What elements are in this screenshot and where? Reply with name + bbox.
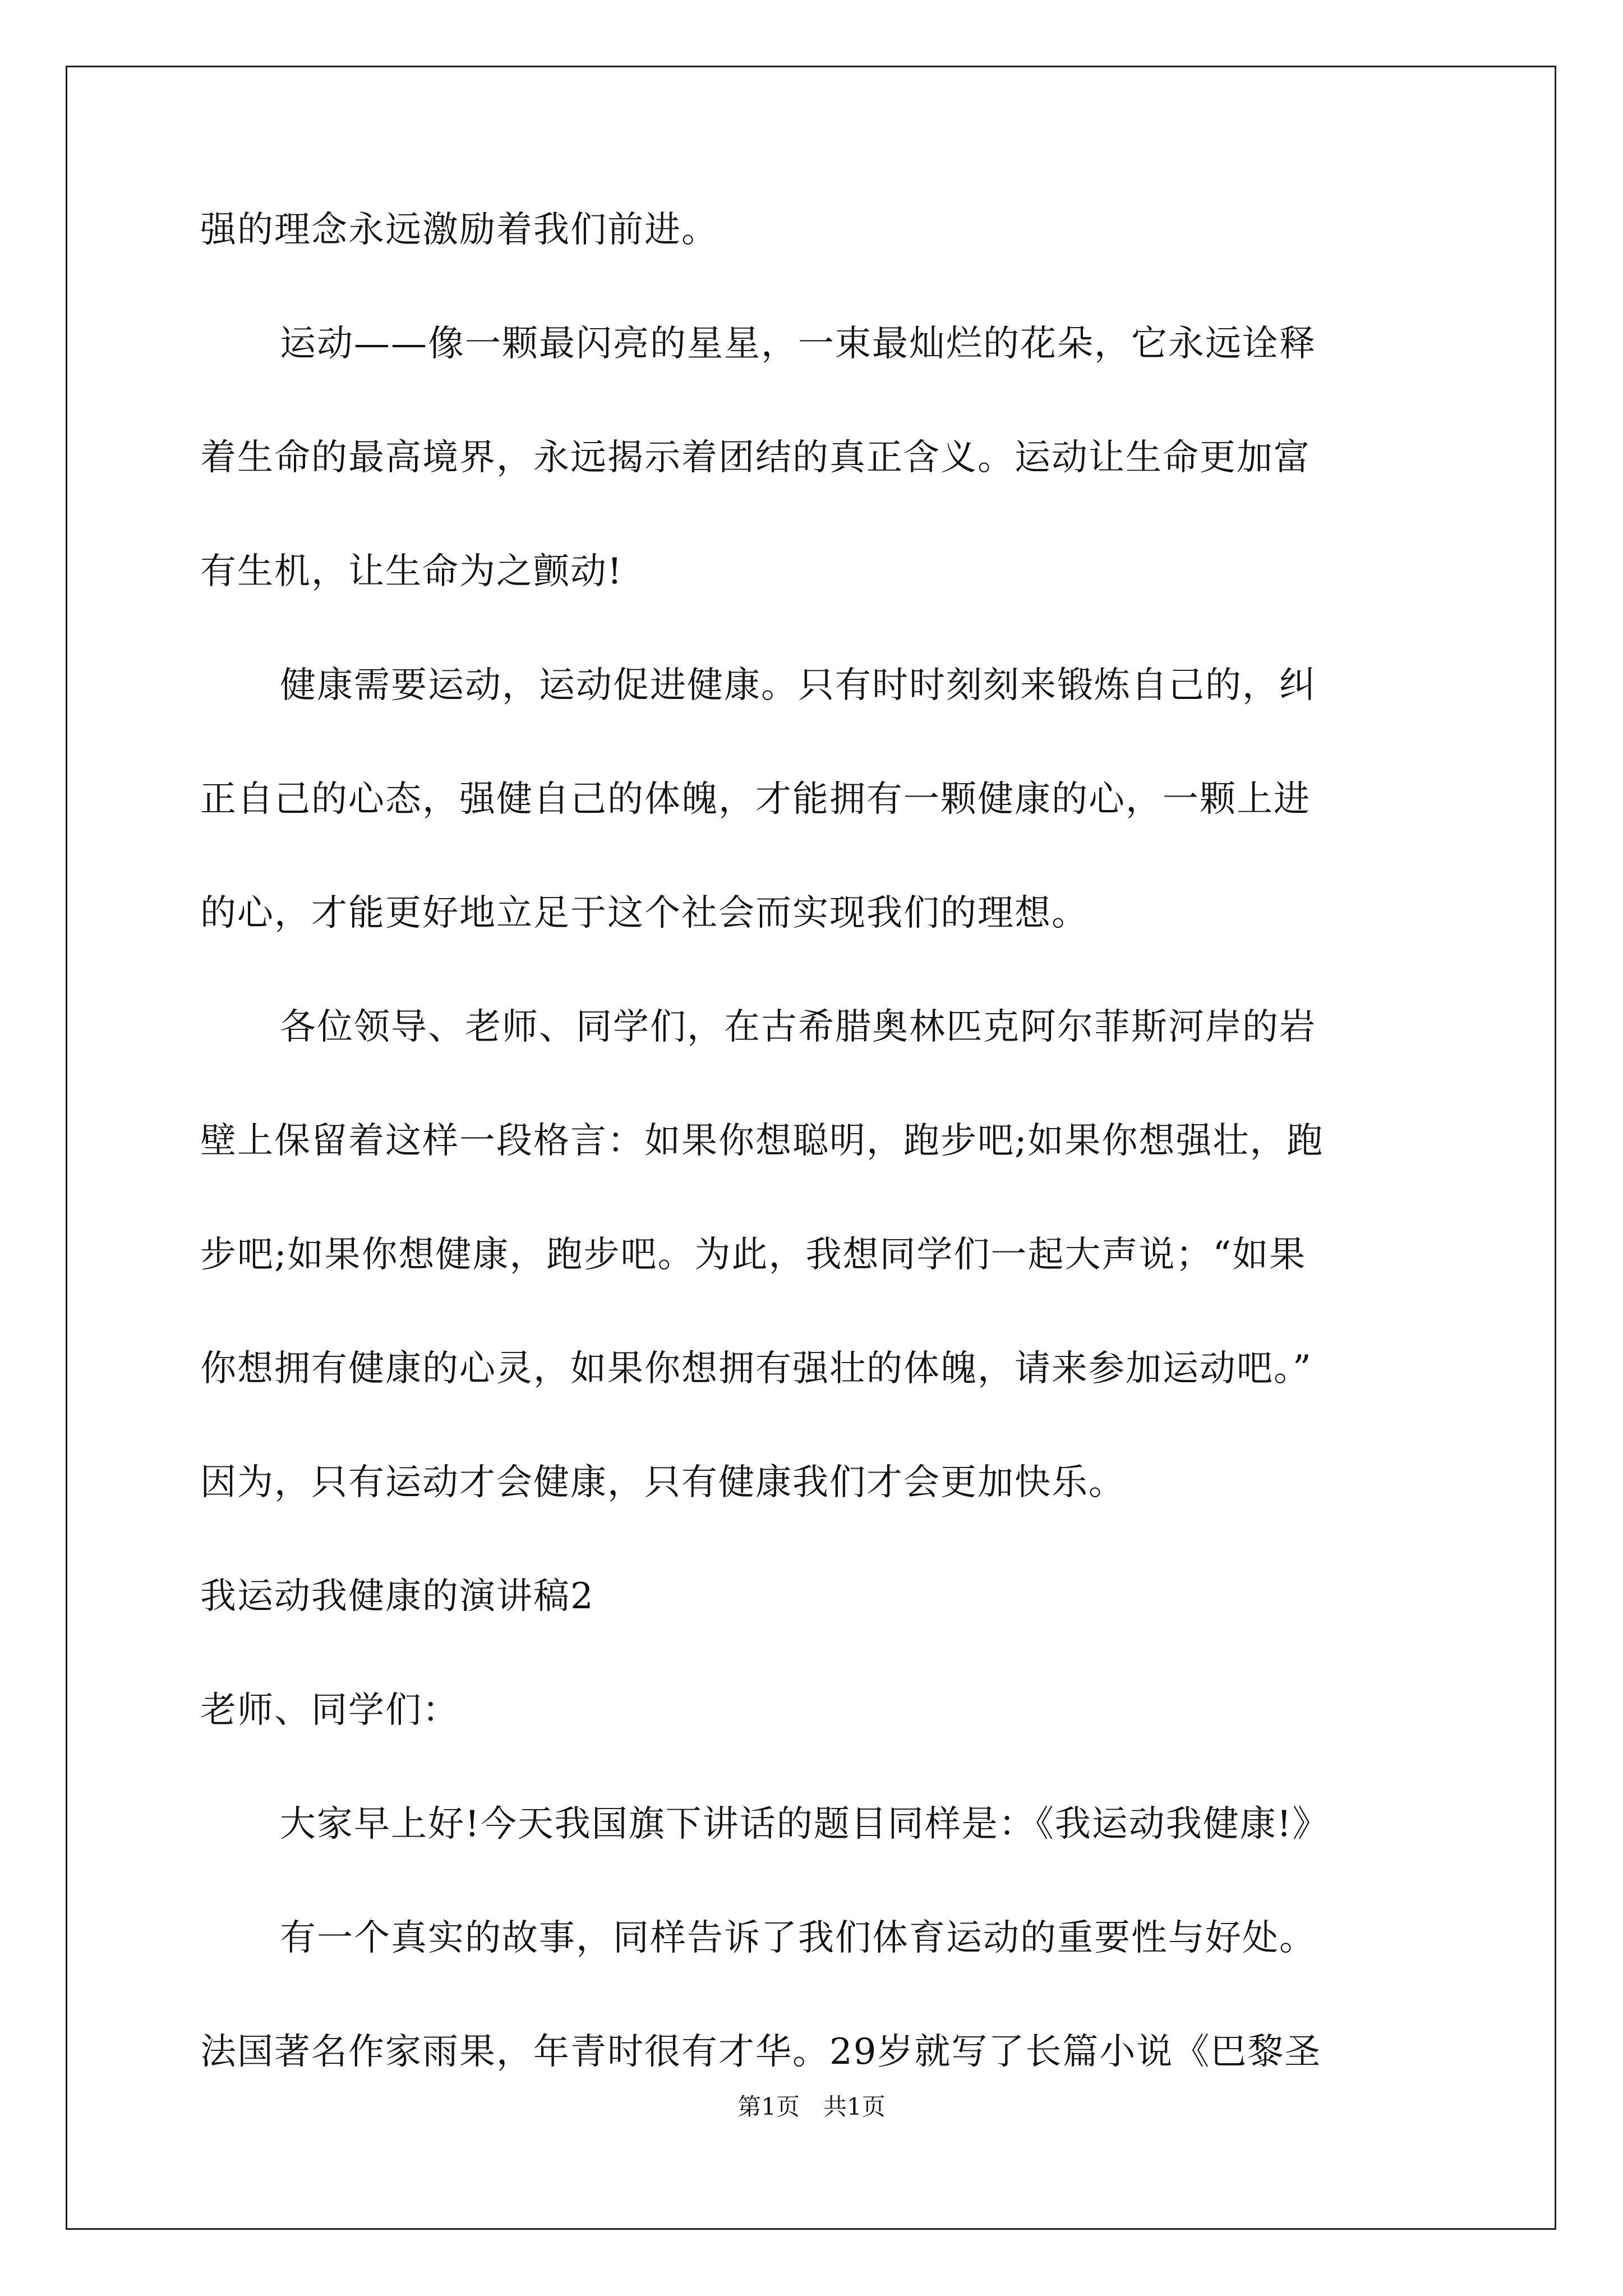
- paragraph-line: 法国著名作家雨果，年青时很有才华。29岁就写了长篇小说《巴黎圣: [200, 2031, 1322, 2073]
- salutation: 老师、同学们：: [200, 1690, 459, 1731]
- paragraph-line: 步吧;如果你想健康，跑步吧。为此，我想同学们一起大声说；“如果: [200, 1234, 1307, 1276]
- paragraph-line: 因为，只有运动才会健康，只有健康我们才会更加快乐。: [200, 1462, 1126, 1503]
- paragraph-line: 你想拥有健康的心灵，如果你想拥有强壮的体魄，请来参加运动吧。”: [200, 1348, 1312, 1389]
- paragraph-line: 有一个真实的故事，同样告诉了我们体育运动的重要性与好处。: [280, 1917, 1316, 1959]
- paragraph-line: 着生命的最高境界，永远揭示着团结的真正含义。运动让生命更加富: [200, 437, 1311, 478]
- paragraph-line: 各位领导、老师、同学们，在古希腊奥林匹克阿尔菲斯河岸的岩: [280, 1006, 1316, 1048]
- paragraph-line: 强的理念永远激励着我们前进。: [200, 209, 718, 251]
- page-number-footer: 第1页 共1页: [737, 2093, 886, 2120]
- paragraph-line: 运动——像一颗最闪亮的星星，一束最灿烂的花朵，它永远诠释: [280, 323, 1316, 365]
- section-title: 我运动我健康的演讲稿2: [200, 1576, 594, 1617]
- paragraph-line: 正自己的心态，强健自己的体魄，才能拥有一颗健康的心，一颗上进: [200, 779, 1311, 820]
- paragraph-line: 的心，才能更好地立足于这个社会而实现我们的理想。: [200, 892, 1089, 934]
- paragraph-line: 大家早上好!今天我国旗下讲话的题目同样是：《我运动我健康!》: [280, 1803, 1330, 1845]
- paragraph-line: 健康需要运动，运动促进健康。只有时时刻刻来锻炼自己的，纠: [280, 665, 1316, 706]
- paragraph-line: 有生机，让生命为之颤动!: [200, 551, 623, 592]
- paragraph-line: 壁上保留着这样一段格言：如果你想聪明，跑步吧;如果你想强壮，跑: [200, 1120, 1324, 1162]
